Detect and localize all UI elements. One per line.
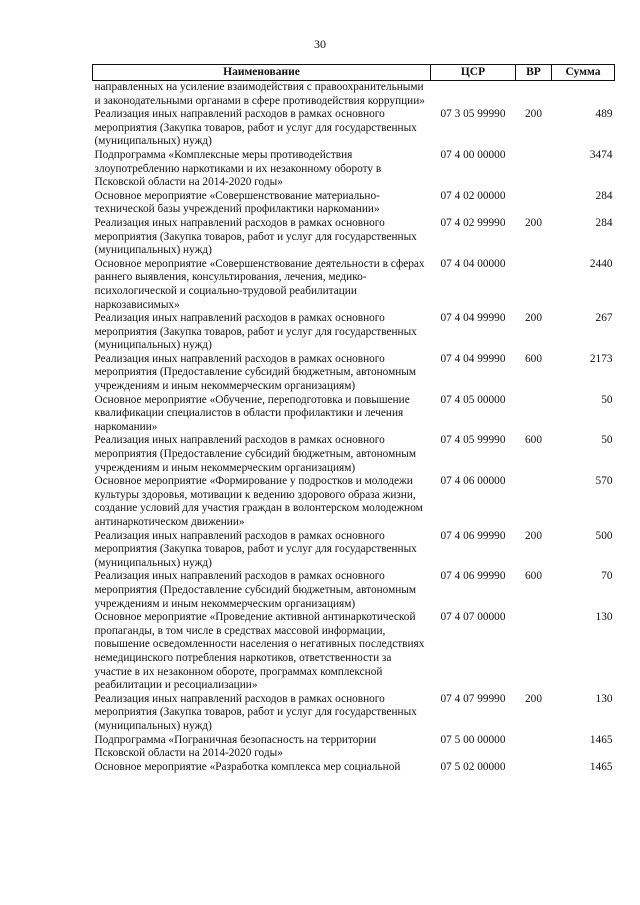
row-sum: 50: [601, 434, 613, 447]
row-csr: 07 4 05 99990: [440, 434, 506, 447]
row-csr: 07 4 05 00000: [440, 393, 506, 406]
row-csr: 07 4 00 00000: [440, 148, 506, 161]
table-row: [93, 570, 615, 611]
row-csr: 07 3 05 99990: [440, 108, 506, 121]
table-row: [93, 353, 615, 394]
table-row: [93, 761, 615, 775]
row-vr: [516, 81, 552, 109]
row-csr: 07 4 04 99990: [440, 312, 506, 325]
row-vr: [516, 149, 552, 190]
row-sum: 284: [595, 216, 613, 229]
row-name: Реализация иных направлений расходов в рамках основного мероприятия (Закупка товаров, работ и услуг для государственных (муниципальных) нужд): [94, 312, 417, 352]
page-number: 30: [314, 37, 326, 51]
row-vr: 200: [525, 529, 542, 542]
budget-table: [92, 64, 615, 774]
row-sum: [552, 81, 615, 109]
row-vr: 200: [525, 108, 542, 121]
row-sum: 500: [595, 529, 613, 542]
row-sum: 284: [595, 189, 613, 202]
table-row: [93, 693, 615, 734]
row-csr: 07 5 00 00000: [440, 733, 506, 746]
row-name: Реализация иных направлений расходов в рамках основного мероприятия (Закупка товаров, работ и услуг для государственных (муниципальных) нужд): [94, 529, 417, 569]
column-header-vr: ВР: [516, 65, 552, 81]
row-sum: 489: [595, 108, 613, 121]
row-sum: 3474: [589, 148, 613, 161]
row-name: Реализация иных направлений расходов в рамках основного мероприятия (Закупка товаров, работ и услуг для государственных (муниципальных) нужд): [94, 216, 417, 257]
row-name: направленных на усиление взаимодействия с правоохранительными и законодательными органами в сфере противодействия коррупции»: [94, 81, 425, 107]
row-name: Реализация иных направлений расходов в рамках основного мероприятия (Закупка товаров, работ и услуг для государственных (муниципальных) нужд): [94, 108, 417, 148]
row-vr: [516, 734, 552, 761]
row-csr: 07 4 07 00000: [440, 611, 506, 624]
row-csr: 07 4 02 99990: [440, 216, 506, 229]
row-vr: 200: [525, 312, 542, 325]
row-csr: 07 4 02 00000: [440, 189, 506, 202]
row-name: Реализация иных направлений расходов в рамках основного мероприятия (Предоставление субсидий бюджетным, автономным учреждениям и иным некоммерческим организациям): [94, 352, 417, 393]
row-vr: 200: [525, 692, 542, 705]
table-row: [93, 611, 615, 693]
table-row: [93, 149, 615, 190]
table-row: [93, 734, 615, 761]
row-vr: 600: [525, 434, 542, 447]
row-csr: 07 4 06 99990: [440, 570, 506, 583]
table-row: [93, 434, 615, 475]
row-vr: 600: [525, 352, 542, 365]
row-csr: 07 5 02 00000: [440, 760, 506, 773]
row-sum: 570: [595, 475, 613, 488]
row-sum: 70: [601, 570, 613, 583]
table-header-row: [93, 65, 615, 81]
row-sum: 2173: [589, 352, 613, 365]
table-row: [93, 475, 615, 529]
row-csr: 07 4 06 00000: [440, 475, 506, 488]
row-sum: 130: [595, 692, 613, 705]
row-csr: 07 4 06 99990: [440, 529, 506, 542]
row-vr: [516, 761, 552, 775]
row-name: Основное мероприятие «Проведение активной антинаркотической пропаганды, в том числе в средствах массовой информации, повышение осведомленности населения о негативных последствиях немедицинского потребления наркотиков, ответственности за участие в их незаконном обороте, программах комплексной реабилитации и ресоциализации»: [94, 611, 425, 692]
table-row: [93, 217, 615, 258]
row-sum: 267: [595, 312, 613, 325]
row-name: Основное мероприятие «Совершенствование деятельности в сферах раннего выявления, консультирования, лечения, медико-психологической и социально-трудовой реабилитации наркозависимых»: [94, 257, 425, 311]
row-vr: [516, 258, 552, 312]
row-csr: 07 4 07 99990: [440, 692, 506, 705]
table-row: [93, 190, 615, 217]
table-row: [93, 394, 615, 435]
table-row: [93, 108, 615, 149]
row-vr: 600: [525, 570, 542, 583]
row-name: Основное мероприятие «Формирование у подростков и молодежи культуры здоровья, мотивации к ведению здорового образа жизни, создание условий для участия граждан в волонтерском молодежном антинаркотическом движении»: [94, 475, 423, 528]
row-sum: 2440: [589, 257, 613, 270]
row-name: Основное мероприятие «Разработка комплекса мер социальной: [94, 760, 401, 773]
column-header-csr: ЦСР: [431, 65, 516, 81]
row-sum: 1465: [589, 760, 613, 773]
table-body: [93, 81, 615, 775]
row-name: Реализация иных направлений расходов в рамках основного мероприятия (Закупка товаров, работ и услуг для государственных (муниципальных) нужд): [94, 692, 417, 732]
row-csr: 07 4 04 99990: [440, 352, 506, 365]
row-name: Основное мероприятие «Совершенствование материально-технической базы учреждений профилактики наркомании»: [94, 189, 380, 216]
row-vr: [516, 611, 552, 693]
table-row: [93, 258, 615, 312]
row-vr: [516, 475, 552, 529]
row-sum: 1465: [589, 733, 613, 746]
row-vr: [516, 394, 552, 435]
row-name: Реализация иных направлений расходов в рамках основного мероприятия (Предоставление субсидий бюджетным, автономным учреждениям и иным некоммерческим организациям): [94, 434, 417, 474]
table-row: [93, 81, 615, 109]
column-header-name: Наименование: [93, 65, 431, 81]
table-row: [93, 530, 615, 571]
table-row: [93, 312, 615, 353]
row-csr: 07 4 04 00000: [440, 257, 506, 270]
row-name: Подпрограмма «Комплексные меры противодействия злоупотреблению наркотиками и их незаконному обороту в Псковской области на 2014-2020 годы»: [94, 148, 382, 189]
column-header-sum: Сумма: [552, 65, 615, 81]
row-name: Реализация иных направлений расходов в рамках основного мероприятия (Предоставление субсидий бюджетным, автономным учреждениям и иным некоммерческим организациям): [94, 570, 417, 610]
row-sum: 130: [595, 611, 613, 624]
row-name: Основное мероприятие «Обучение, переподготовка и повышение квалификации специалистов в области профилактики и лечения наркомании»: [94, 393, 410, 433]
row-name: Подпрограмма «Пограничная безопасность на территории Псковской области на 2014-2020 годы»: [94, 733, 377, 760]
row-csr: [431, 81, 516, 109]
row-vr: 200: [525, 216, 542, 229]
row-vr: [516, 190, 552, 217]
row-sum: 50: [601, 393, 613, 406]
